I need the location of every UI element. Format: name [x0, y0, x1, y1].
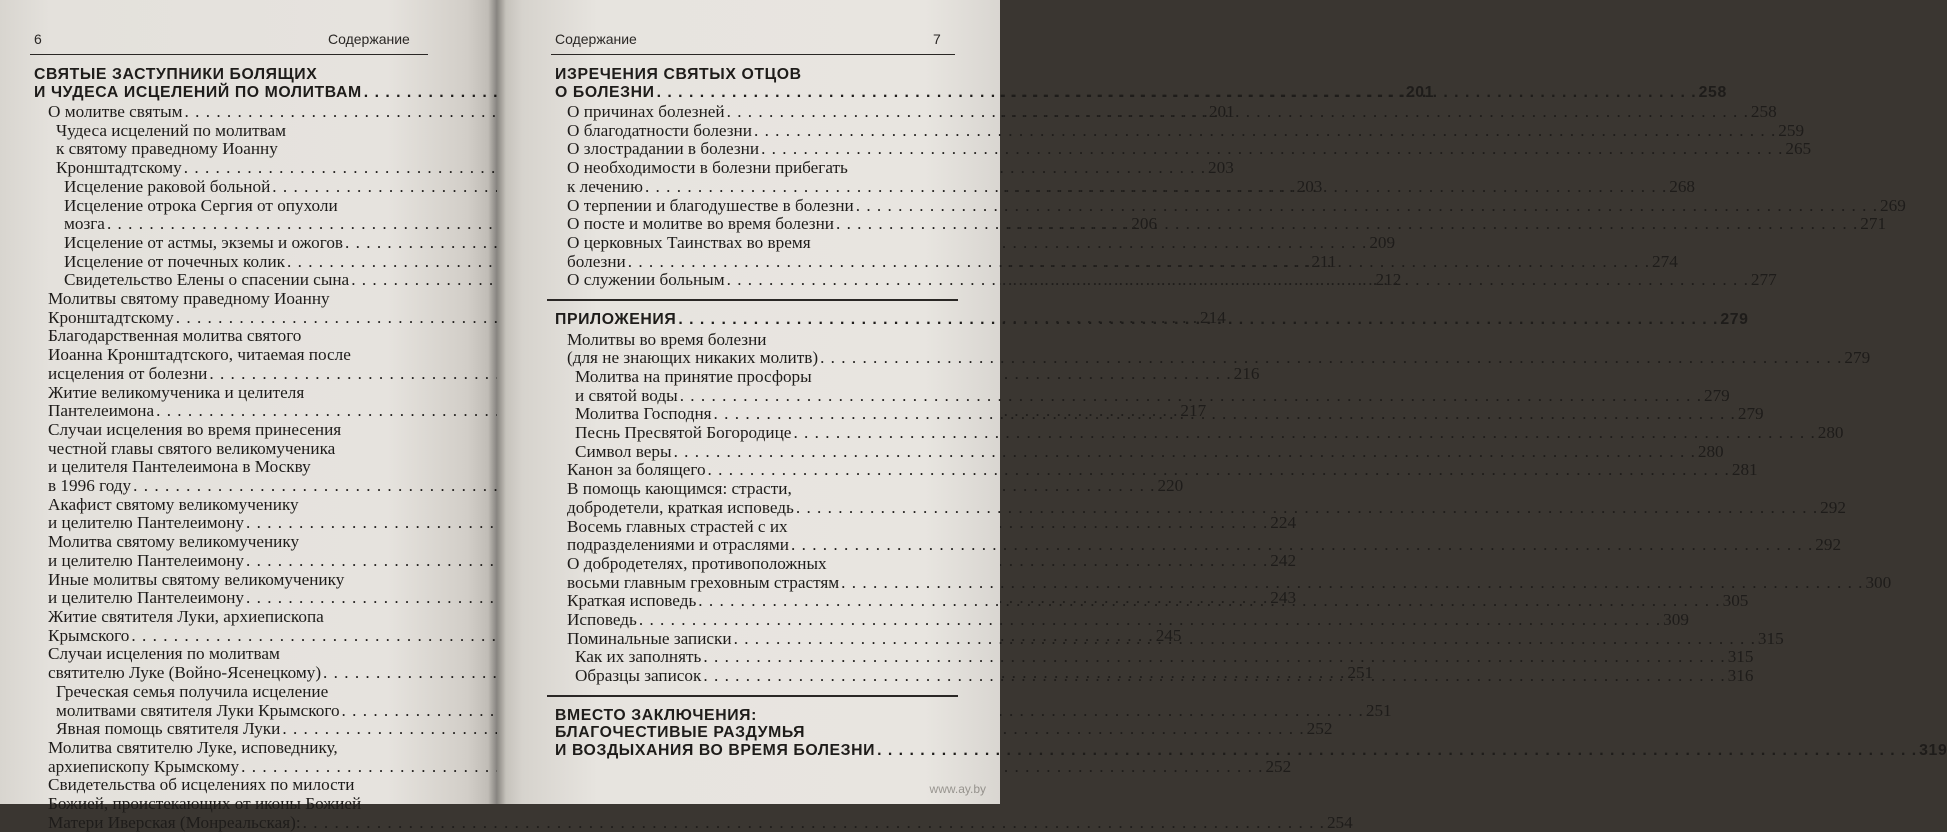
toc-page-number: 279: [1720, 311, 1749, 329]
toc-page-number: 245: [1155, 625, 1182, 645]
dot-leader: [727, 103, 1749, 122]
toc-entry: [555, 329, 1871, 368]
toc-entry-last-line: [48, 812, 1353, 832]
toc-entry-line: Свидетельства об исцелениях по милости: [48, 775, 355, 795]
toc-page-number: 277: [1750, 270, 1777, 290]
toc-page-number: 292: [1820, 497, 1846, 517]
toc-page-number: 280: [1817, 423, 1844, 443]
toc-page-number: 224: [1270, 513, 1297, 533]
toc-entry-last-line: [567, 535, 1842, 555]
toc-page-number: 252: [1306, 719, 1333, 739]
toc-entry-last-line: [567, 610, 1689, 630]
toc-entry-line: и целителя Пантелеимона в Москву: [48, 457, 311, 477]
toc-entry: [555, 423, 1844, 443]
toc-entry-line: ИЗРЕЧЕНИЯ СВЯТЫХ ОТЦОВ: [555, 66, 802, 83]
toc-page-number: 254: [1326, 812, 1353, 832]
toc-entry-last-line: [575, 423, 1844, 443]
toc-entry-line: Молитвы святому праведному Иоанну: [48, 289, 330, 309]
toc-entry-line: Молитвы во время болезни: [567, 329, 767, 349]
toc-page-number: 315: [1757, 628, 1784, 648]
toc-entry-last-line: [48, 756, 1292, 777]
toc-entry-line: О церковных Таинствах во время: [567, 232, 811, 252]
toc-entry-line: О причинах болезней: [567, 102, 725, 121]
toc-entry-line: Житие святителя Луки, архиепископа: [48, 606, 324, 626]
toc-entry-line: Молитва святителю Луке, исповеднику,: [48, 737, 338, 757]
toc-entry-line: болезни: [567, 251, 626, 271]
toc-page-number: 279: [1703, 385, 1730, 405]
toc-page-number: 281: [1731, 460, 1758, 480]
toc-page-number: 209: [1369, 232, 1396, 252]
toc-entry-line: Пантелеимона: [48, 401, 155, 421]
toc-page-number: 252: [1265, 756, 1292, 776]
toc-entry-line: и целителю Пантелеимону: [48, 550, 244, 570]
page-number-right: 7: [933, 31, 941, 47]
toc-entry-line: Акафист святому великомученику: [48, 494, 299, 514]
toc-entry-line: Явная помощь святителя Луки: [56, 719, 281, 739]
toc-page-number: 216: [1233, 363, 1260, 383]
toc-page-number: 309: [1663, 610, 1689, 630]
toc-entry-line: честной главы святого великомученика: [48, 438, 336, 458]
toc-entry-line: и целителю Пантелеимону: [48, 513, 244, 533]
header-rule-right: [551, 54, 955, 55]
toc-page-number: 268: [1669, 176, 1696, 196]
toc-entry-line: Молитва на принятие просфоры: [575, 366, 812, 386]
toc-entry-line: Матери Иверская (Монреальская):: [48, 812, 301, 832]
toc-entry-line: в 1996 году: [48, 476, 132, 496]
toc-entry-last-line: [575, 385, 1730, 406]
toc-entry-line: исцеления от болезни: [48, 363, 208, 383]
toc-entry-line: добродетели, краткая исповедь: [567, 497, 794, 517]
dot-leader: [708, 461, 1730, 480]
toc-page-number: 265: [1785, 139, 1812, 159]
toc-entry-last-line: [567, 497, 1846, 518]
toc-entry-line: Чудеса исцелений по молитвам: [56, 120, 287, 140]
toc-page-number: 280: [1697, 441, 1724, 461]
toc-page-number: 206: [1131, 214, 1158, 234]
toc-entry-line: Кронштадтскому: [48, 307, 174, 327]
dot-leader: [703, 648, 1725, 667]
toc-entry-line: О терпении и благодушестве в болезни: [567, 195, 854, 215]
toc-entry-line: Исповедь: [567, 610, 637, 630]
toc-entry-line: О добродетелях, противоположных: [567, 553, 827, 573]
toc-entry-line: и целителю Пантелеимону: [48, 588, 244, 608]
toc-page-number: 300: [1865, 572, 1892, 592]
toc-page-number: 201: [1208, 102, 1235, 121]
toc-entry-line: Иные молитвы святому великомученику: [48, 569, 345, 589]
running-head-right: Содержание: [555, 31, 637, 47]
toc-page-number: 316: [1727, 666, 1754, 686]
toc-entry-line: Свидетельство Елены о спасении сына: [64, 270, 350, 290]
dot-leader: [820, 349, 1842, 368]
toc-entry-last-line: [567, 348, 1871, 368]
dot-leader: [657, 84, 1697, 102]
toc-entry-line: к лечению: [567, 176, 643, 196]
toc-entry-line: Как их заполнять: [575, 647, 702, 667]
toc-entry-line: Молитва Господня: [575, 404, 712, 424]
toc-entry-line: ПРИЛОЖЕНИЯ: [555, 311, 677, 329]
toc-page-number: 315: [1727, 647, 1754, 667]
toc-entry-line: Случаи исцеления по молитвам: [48, 644, 280, 664]
toc-entry-line: Греческая семья получила исцеление: [56, 681, 329, 701]
toc-entry-line: Молитва святому великомученику: [48, 532, 300, 552]
toc-entry-last-line: [575, 441, 1724, 462]
dot-leader: [754, 122, 1776, 141]
toc-page-number: 214: [1200, 307, 1226, 327]
toc-entry-line: Иоанна Кронштадтского, читаемая после: [48, 345, 351, 365]
book-gutter: [488, 0, 506, 804]
dot-leader: [841, 574, 1863, 593]
toc-page-number: 251: [1365, 700, 1392, 720]
toc-entry-line: и святой воды: [575, 385, 678, 405]
toc-entry-line: молитвами святителя Луки Крымского: [56, 700, 340, 720]
toc-entry-line: Случаи исцеления во время принесения: [48, 419, 342, 439]
toc-entry-line: восьми главным греховным страстям: [567, 572, 840, 592]
toc-page-number: 258: [1750, 102, 1777, 121]
dot-leader: [761, 140, 1783, 159]
toc-entry-line: Крымского: [48, 625, 130, 645]
toc-entry-last-line: [567, 572, 1892, 593]
dot-leader: [856, 197, 1878, 216]
toc-page-number: 279: [1844, 348, 1871, 368]
toc-entry-line: И ЧУДЕСА ИСЦЕЛЕНИЙ ПО МОЛИТВАМ: [34, 83, 362, 101]
toc-entry-line: Кронштадтскому: [56, 158, 182, 178]
toc-entry-line: Исцеление от астмы, экземы и ожогов: [64, 232, 344, 252]
dot-leader: [877, 742, 1917, 760]
dot-leader: [678, 307, 1718, 329]
page-number-left: 6: [34, 31, 42, 47]
toc-entry-line: Поминальные записки: [567, 628, 732, 648]
toc-page-number: 217: [1180, 401, 1207, 421]
toc-page-number: 203: [1296, 176, 1323, 196]
dot-leader: [680, 387, 1702, 406]
dot-leader: [727, 271, 1749, 290]
toc-page-number: 279: [1737, 404, 1764, 424]
toc-entry-line: И ВОЗДЫХАНИЯ ВО ВРЕМЯ БОЛЕЗНИ: [555, 741, 876, 759]
dot-leader: [639, 611, 1661, 630]
toc-entry: [555, 195, 1906, 216]
dot-leader: [796, 499, 1818, 518]
toc-entry-line: Образцы записок: [575, 666, 702, 686]
dot-leader: [303, 814, 1325, 832]
toc-page-number: 243: [1270, 588, 1297, 608]
toc-entry-line: О злострадании в болезни: [567, 139, 760, 159]
toc-entry: [555, 120, 1805, 141]
toc-entry: [555, 610, 1689, 630]
toc-entry: [555, 647, 1754, 667]
dot-leader: [793, 424, 1815, 443]
toc-entry-line: к святому праведному Иоанну: [56, 139, 278, 159]
toc-entry-line: О служении больным: [567, 270, 725, 290]
dot-leader: [698, 592, 1720, 611]
toc-entry-line: мозга: [64, 214, 105, 234]
toc-entry-line: подразделениями и отраслями: [567, 535, 789, 555]
toc-entry-line: Краткая исповедь: [567, 591, 697, 611]
toc-entry-last-line: [567, 460, 1758, 480]
header-rule-left: [30, 54, 428, 55]
toc-page-number: 211: [1311, 251, 1337, 271]
toc-entry-line: Исцеление раковой больной: [64, 176, 271, 196]
toc-entry-line: О необходимости в болезни прибегать: [567, 158, 848, 178]
dot-leader: [791, 536, 1813, 555]
dot-leader: [628, 253, 1650, 272]
toc-page-number: 274: [1652, 251, 1678, 271]
toc-entry-line: О посте и молитве во время болезни: [567, 214, 834, 234]
toc-entry-line: СВЯТЫЕ ЗАСТУПНИКИ БОЛЯЩИХ: [34, 66, 318, 83]
dot-leader: [714, 405, 1736, 424]
toc-entry-last-line: [555, 741, 1947, 760]
toc-entry-line: О молитве святым: [48, 102, 183, 121]
toc-entry-last-line: [575, 647, 1754, 667]
running-head-left: Содержание: [328, 31, 410, 47]
toc-entry-line: В помощь кающимся: страсти,: [567, 479, 792, 499]
toc-entry-line: БЛАГОЧЕСТИВЫЕ РАЗДУМЬЯ: [555, 724, 806, 742]
toc-page-number: 201: [1405, 83, 1435, 101]
toc-page-number: 292: [1815, 535, 1842, 555]
toc-entry-line: Божией, проистекающих от иконы Божией: [48, 794, 362, 814]
dot-leader: [734, 630, 1756, 649]
section-divider: [547, 299, 958, 301]
toc-entry-line: Житие великомученика и целителя: [48, 382, 305, 402]
dot-leader: [674, 443, 1696, 462]
toc-entry-line: ВМЕСТО ЗАКЛЮЧЕНИЯ:: [555, 706, 757, 724]
toc-entry-line: Канон за болящего: [567, 460, 706, 480]
toc-entry: [555, 441, 1724, 462]
toc-entry-last-line: [567, 120, 1805, 141]
toc-entry-line: Исцеление от почечных колик: [64, 251, 286, 271]
toc-page-number: 242: [1270, 550, 1297, 570]
toc-entry-line: святителю Луке (Войно-Ясенецкому): [48, 663, 322, 683]
toc-entry: [555, 139, 1812, 159]
toc-entry-line: Восемь главных страстей с их: [567, 516, 788, 536]
toc-entry-last-line: [567, 195, 1906, 216]
toc-entry-line: О благодатности болезни: [567, 120, 752, 140]
section-divider: [547, 695, 958, 697]
dot-leader: [703, 667, 1725, 686]
toc-page-number: 305: [1722, 591, 1749, 611]
toc-entry: [555, 460, 1758, 480]
watermark: www.ay.by: [929, 782, 986, 796]
dot-leader: [645, 178, 1667, 197]
toc-page-number: 203: [1208, 158, 1234, 178]
toc-page-number: 259: [1778, 120, 1805, 140]
toc-entry-last-line: [567, 139, 1812, 159]
toc-page-number: 212: [1375, 270, 1402, 290]
toc-page-number: 220: [1157, 476, 1184, 496]
toc-entry-line: архиепископу Крымскому: [48, 756, 240, 776]
toc-entry-line: (для не знающих никаких молитв): [567, 348, 819, 368]
toc-page-number: 271: [1860, 214, 1887, 234]
toc-page-number: 319: [1919, 741, 1947, 759]
toc-page-number: 258: [1698, 83, 1727, 101]
toc-page-number: 251: [1347, 663, 1374, 683]
toc-entry-line: О БОЛЕЗНИ: [555, 83, 655, 101]
dot-leader: [836, 215, 1858, 234]
toc-entry-line: Символ веры: [575, 441, 672, 461]
toc-page-number: 269: [1880, 195, 1906, 215]
toc-entry-line: Песнь Пресвятой Богородице: [575, 423, 792, 443]
toc-entry-line: Исцеление отрока Сергия от опухоли: [64, 195, 338, 215]
toc-entry-line: Благодарственная молитва святого: [48, 326, 302, 346]
